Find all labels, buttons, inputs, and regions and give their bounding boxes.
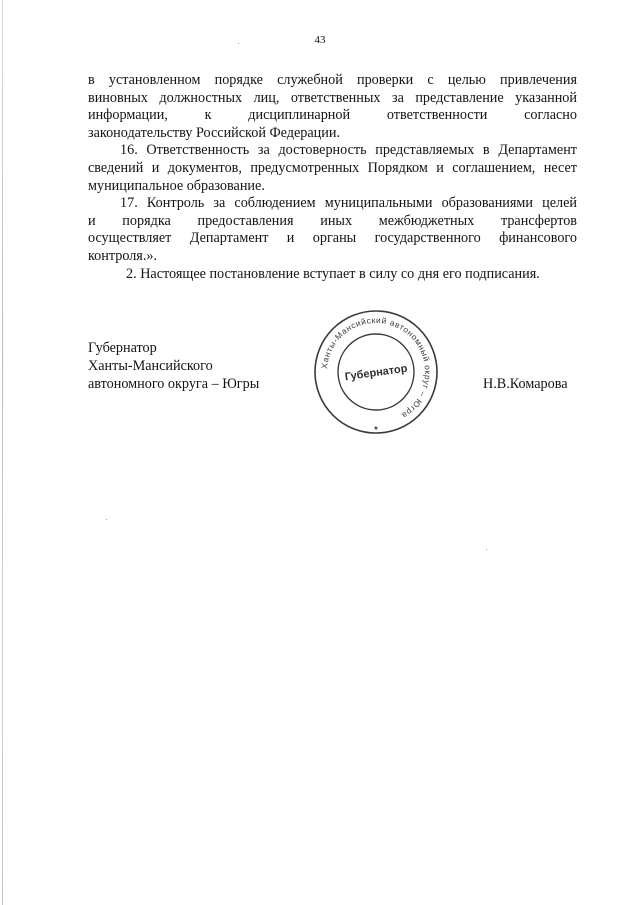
scan-speck xyxy=(238,43,239,44)
signer-position xyxy=(88,339,259,393)
scan-speck xyxy=(106,519,107,520)
scan-edge-line xyxy=(2,0,3,905)
signer-position-line: Губернатор xyxy=(88,340,157,356)
official-seal-stamp xyxy=(310,306,442,438)
page-number: 43 xyxy=(314,34,326,46)
signer-position-line: автономного округа – Югры xyxy=(88,376,260,392)
text-line: информации, к дисциплинарной ответственности согласно xyxy=(88,107,577,124)
signatory-name: Н.В.Комарова xyxy=(483,376,568,392)
text-line: муниципальное образование. xyxy=(88,177,265,194)
text-line: виновных должностных лиц, ответственных за представление указанной xyxy=(88,89,577,106)
paragraph-item-17 xyxy=(88,195,577,265)
seal-ring-text: Ханты-Мансийский автономный округ – Югра xyxy=(319,314,434,421)
text-line: 16. Ответственность за достоверность представляемых в Департамент xyxy=(120,142,577,159)
paragraph-clause-2: 2. Настоящее постановление вступает в силу со дня его подписания. xyxy=(126,265,540,282)
seal-center-text: Губернатор xyxy=(344,362,409,384)
text-line: контроля.». xyxy=(88,247,158,264)
text-line: сведений и документов, предусмотренных Порядком и соглашением, несет xyxy=(88,159,577,176)
signer-position-line: Ханты-Мансийского xyxy=(88,358,213,374)
seal-star-icon: ★ xyxy=(373,425,379,432)
text-line: 17. Контроль за соблюдением муниципальными образованиями целей xyxy=(120,195,577,212)
scan-speck xyxy=(486,549,487,550)
paragraph-continuation xyxy=(88,72,577,142)
text-line: и порядка предоставления иных межбюджетных трансфертов xyxy=(88,212,577,229)
seal-graphic xyxy=(310,306,442,438)
text-line: законодательству Российской Федерации. xyxy=(88,124,341,141)
document-body xyxy=(88,72,577,283)
paragraph-item-16 xyxy=(88,142,577,195)
text-line: в установленном порядке служебной проверки с целью привлечения xyxy=(88,72,577,88)
text-line: осуществляет Департамент и органы государственного финансового xyxy=(88,230,577,247)
